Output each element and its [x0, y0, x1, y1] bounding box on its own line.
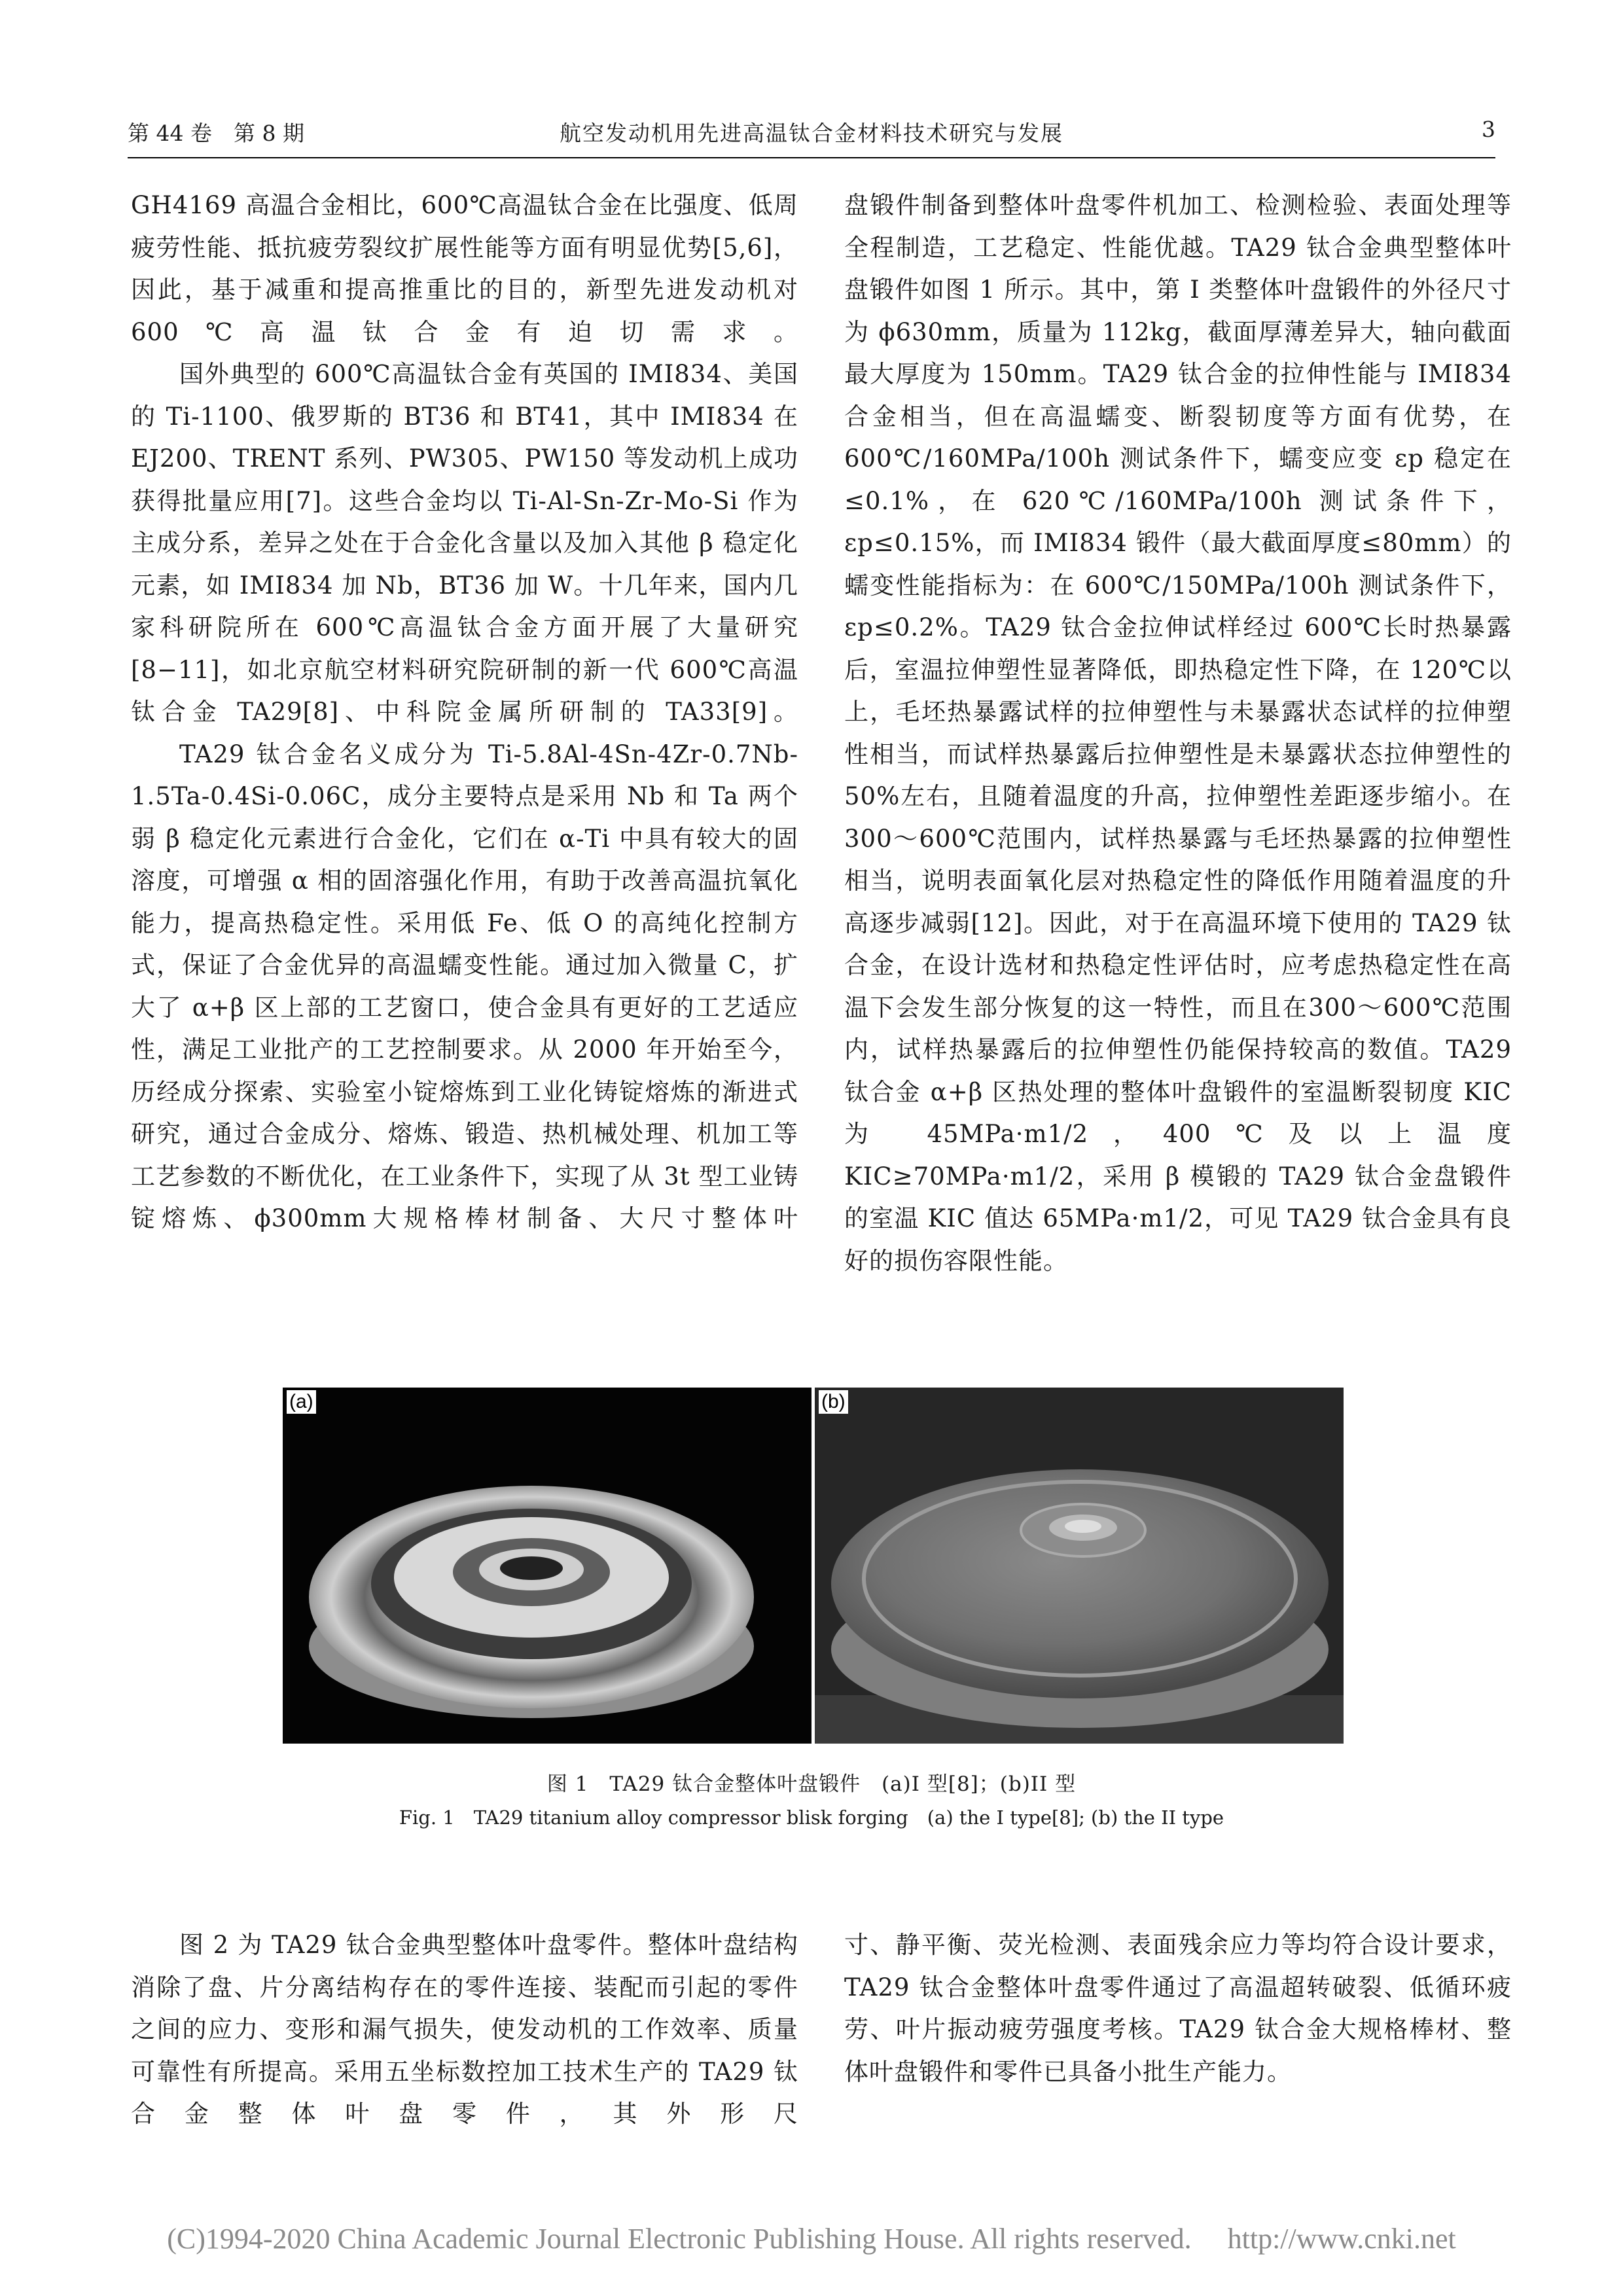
- journal-volume: 第 44 卷 第 8 期: [128, 120, 304, 146]
- figure-label-a: (a): [287, 1390, 316, 1414]
- right-column-bottom: [844, 1924, 1512, 2093]
- figure-caption-en: Fig. 1 TA29 titanium alloy compressor blisk forging (a) the I type[8]; (b) the II type: [399, 1806, 1224, 1829]
- paragraph: 国外典型的 600℃高温钛合金有英国的 IMI834、美国的 Ti-1100、俄罗斯的 BT36 和 BT41，其中 IMI834 在 EJ200、TRENT 系列、PW305、PW150 等发动机上成功获得批量应用[7]。这些合金均以 Ti-Al-Sn-Zr-Mo-Si 作为主成分系，差异之处在于合金化含量以及加入其他 β 稳定化元素，如 IMI834 加 Nb，BT36 加 W。十几年来，国内几家科研院所在 600℃高温钛合金方面开展了大量研究[8−11]，如北京航空材料研究院研制的新一代 600℃高温钛合金 TA29[8]、中科院金属所研制的 TA33[9]。: [131, 360, 798, 726]
- header-rule: [128, 157, 1495, 158]
- left-column-top: [131, 185, 798, 1240]
- paragraph: 寸、静平衡、荧光检测、表面残余应力等均符合设计要求，TA29 钛合金整体叶盘零件通过了高温超转破裂、低循环疲劳、叶片振动疲劳强度考核。TA29 钛合金大规格棒材、整体叶盘锻件和零件已具备小批生产能力。: [844, 1931, 1512, 2086]
- paragraph: 盘锻件制备到整体叶盘零件机加工、检测检验、表面处理等全程制造，工艺稳定、性能优越。TA29 钛合金典型整体叶盘锻件如图 1 所示。其中，第 I 类整体叶盘锻件的外径尺寸为 ϕ630mm，质量为 112kg，截面厚薄差异大，轴向截面最大厚度为 150mm。TA29 钛合金的拉伸性能与 IMI834 合金相当，但在高温蠕变、断裂韧度等方面有优势，在 600℃/160MPa/100h 测试条件下，蠕变应变 εp 稳定在≤0.1%，在 620℃/160MPa/100h 测试条件下，εp≤0.15%，而 IMI834 锻件（最大截面厚度≤80mm）的蠕变性能指标为：在 600℃/150MPa/100h 测试条件下，εp≤0.2%。TA29 钛合金拉伸试样经过 600℃长时热暴露后，室温拉伸塑性显著降低，即热稳定性下降，在 120℃以上，毛坯热暴露试样的拉伸塑性与未暴露状态试样的拉伸塑性相当，而试样热暴露后拉伸塑性是未暴露状态拉伸塑性的 50%左右，且随着温度的升高，拉伸塑性差距逐步缩小。在 300～600℃范围内，试样热暴露与毛坯热暴露的拉伸塑性相当，说明表面氧化层对热稳定性的降低作用随着温度的升高逐步减弱[12]。因此，对于在高温环境下使用的 TA29 钛合金，在设计选材和热稳定性评估时，应考虑热稳定性在高温下会发生部分恢复的这一特性，而且在300～600℃范围内，试样热暴露后的拉伸塑性仍能保持较高的数值。TA29 钛合金 α+β 区热处理的整体叶盘锻件的室温断裂韧度 KIC 为 45MPa·m1/2，400℃及以上温度 KIC≥70MPa·m1/2，采用 β 模锻的 TA29 钛合金盘锻件的室温 KIC 值达 65MPa·m1/2，可见 TA29 钛合金具有良好的损伤容限性能。: [844, 191, 1512, 1275]
- running-title: 航空发动机用先进高温钛合金材料技术研究与发展: [560, 120, 1063, 146]
- figure-1b-forging-photo: [815, 1388, 1344, 1744]
- page-number: 3: [1482, 117, 1495, 142]
- running-header: [128, 117, 1495, 151]
- paragraph: 图 2 为 TA29 钛合金典型整体叶盘零件。整体叶盘结构消除了盘、片分离结构存在的零件连接、装配而引起的零件之间的应力、变形和漏气损失，使发动机的工作效率、质量可靠性有所提高。采用五坐标数控加工技术生产的 TA29 钛合金整体叶盘零件，其外形尺: [131, 1931, 798, 2128]
- figure-caption-cn: 图 1 TA29 钛合金整体叶盘锻件 (a)I 型[8]；(b)II 型: [546, 1772, 1077, 1796]
- figure-label-b: (b): [819, 1390, 848, 1414]
- figure-1a-forging-photo: [283, 1388, 812, 1744]
- right-column-top: [844, 185, 1512, 1282]
- copyright-footer: (C)1994-2020 China Academic Journal Electronic Publishing House. All rights reserved. http://www.cnki.net: [167, 2223, 1456, 2255]
- paragraph: TA29 钛合金名义成分为 Ti-5.8Al-4Sn-4Zr-0.7Nb-1.5Ta-0.4Si-0.06C，成分主要特点是采用 Nb 和 Ta 两个弱 β 稳定化元素进行合金化，它们在 α-Ti 中具有较大的固溶度，可增强 α 相的固溶强化作用，有助于改善高温抗氧化能力，提高热稳定性。采用低 Fe、低 O 的高纯化控制方式，保证了合金优异的高温蠕变性能。通过加入微量 C，扩大了 α+β 区上部的工艺窗口，使合金具有更好的工艺适应性，满足工业批产的工艺控制要求。从 2000 年开始至今，历经成分探索、实验室小锭熔炼到工业化铸锭熔炼的渐进式研究，通过合金成分、熔炼、锻造、热机械处理、机加工等工艺参数的不断优化，在工业条件下，实现了从 3t 型工业铸锭熔炼、ϕ300mm大规格棒材制备、大尺寸整体叶: [131, 740, 798, 1232]
- paragraph: GH4169 高温合金相比，600℃高温钛合金在比强度、低周疲劳性能、抵抗疲劳裂纹扩展性能等方面有明显优势[5,6]，因此，基于减重和提高推重比的目的，新型先进发动机对 600℃高温钛合金有迫切需求。: [131, 191, 798, 346]
- left-column-bottom: [131, 1924, 798, 2136]
